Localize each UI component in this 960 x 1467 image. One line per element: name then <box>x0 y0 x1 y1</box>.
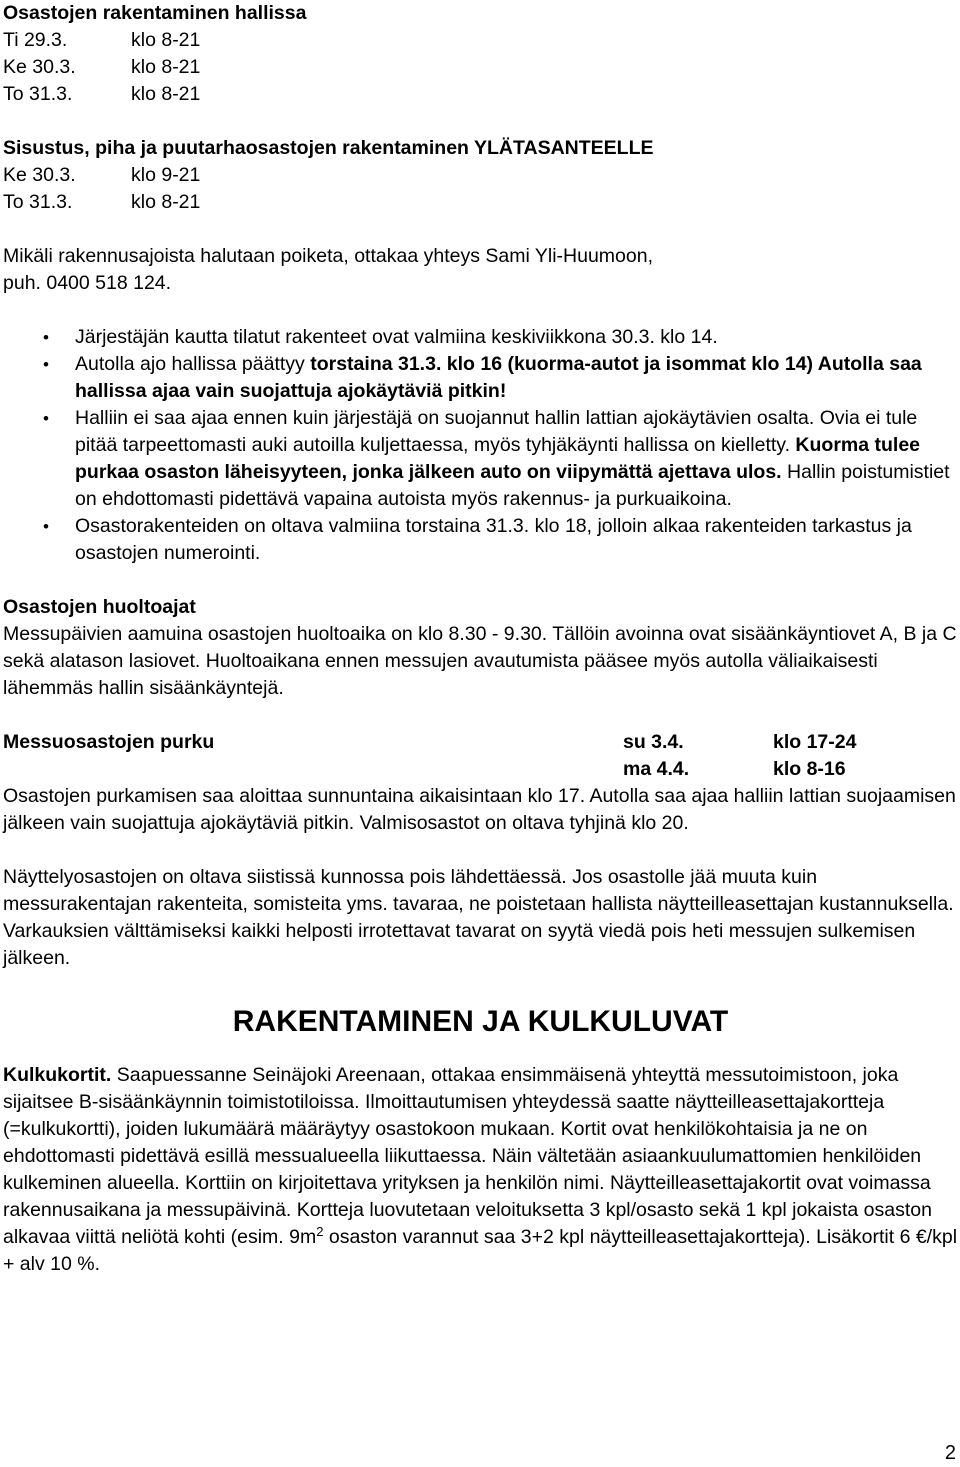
purku-row: su 3.4. klo 17-24 <box>623 731 857 753</box>
schedule-row: To 31.3. klo 8-21 <box>3 83 201 105</box>
schedule-row: Ke 30.3. klo 9-21 <box>3 164 201 186</box>
schedule-row: Ti 29.3. klo 8-21 <box>3 29 201 51</box>
purku-paragraph: Osastojen purkamisen saa aloittaa sunnuntaina aikaisintaan klo 17. Autolla saa ajaa halliin lattian suojaamisen jälkeen vain suojattuja ajokäytäviä pitkin. Valmisosastot on oltava tyhjinä klo 20. <box>3 785 956 834</box>
list-item: • Autolla ajo hallissa päättyy torstaina 31.3. klo 16 (kuorma-autot ja isommat klo 14) Autolla saa hallissa ajaa vain suojattuja ajokäytäviä pitkin! <box>3 351 958 405</box>
section-title-rakentaminen: Osastojen rakentaminen hallissa <box>3 2 307 24</box>
page-heading: RAKENTAMINEN JA KULKULUVAT <box>232 1005 729 1038</box>
contact-text: Mikäli rakennusajoista halutaan poiketa, ottakaa yhteys Sami Yli-Huumoon, <box>3 245 653 267</box>
purku-row: ma 4.4. klo 8-16 <box>623 758 846 780</box>
purku-header <box>3 729 958 783</box>
list-item: • Halliin ei saa ajaa ennen kuin järjestäjä on suojannut hallin lattian ajokäytävien osalta. Ovia ei tule pitää tarpeettomasti auki autoilla kuljettaessa, myös tyhjäkäynti hallissa on kielletty. Kuorma tulee purkaa osaston läheisyyteen, jonka jälkeen auto on viipymättä ajettava ulos. Hallin poistumistiet on ehdottomasti pidettävä vapaina autoista myös rakennus- ja purkuaikoina. <box>3 405 958 513</box>
cleanup-paragraph: Näyttelyosastojen on oltava siistissä kunnossa pois lähdettäessä. Jos osastolle jää muuta kuin messurakentajan rakenteita, somisteita yms. tavaraa, ne poistetaan hallista näytteilleasettajan kustannuksella. Varkauksien välttämiseksi kaikki helposti irrotettavat tavarat on syytä viedä pois heti messujen sulkemisen jälkeen. <box>3 866 954 969</box>
list-item: • Järjestäjän kautta tilatut rakenteet ovat valmiina keskiviikkona 30.3. klo 14. <box>3 324 958 351</box>
document-page <box>3 0 958 1278</box>
schedule-row: Ke 30.3. klo 8-21 <box>3 56 201 78</box>
contact-phone: puh. 0400 518 124. <box>3 272 172 294</box>
kulkukortit-paragraph: Kulkukortit. Saapuessanne Seinäjoki Areenaan, ottakaa ensimmäisenä yhteyttä messutoimistoon, joka sijaitsee B-sisäänkäynnin toimistotiloissa. Ilmoittautumisen yhteydessä saatte näytteilleasettajakortteja (=kulkukortti), joiden lukumäärä määräytyy osastokoon mukaan. Kortit ovat henkilökohtaisia ja ne on ehdottomasti pidettävä esillä messualueella liikuttaessa. Näin vältetään asiaankuulumattomien henkilöiden kulkeminen alueella. Korttiin on kirjoitettava yrityksen ja henkilön nimi. Näytteilleasettajakortit ovat voimassa rakennusaikana ja messupäivinä. Kortteja luovutetaan veloituksetta 3 kpl/osasto sekä 1 kpl jokaista osaston alkavaa viittä neliötä kohti (esim. $9m^2$ osaston varannut saa 3+2 kpl näytteilleasettajakortteja). Lisäkortit 6 €/kpl + alv 10 %. <box>3 1064 958 1275</box>
huolto-paragraph: Messupäivien aamuina osastojen huoltoaika on klo 8.30 - 9.30. Tällöin avoinna ovat sisäänkäyntiovet A, B ja C sekä alatason lasiovet. Huoltoaikana ennen messujen avautumista pääsee myös autolla väliaikaisesti lähemmäs hallin sisäänkäyntejä. <box>3 623 957 699</box>
section-title-purku: Messuosastojen purku <box>3 731 215 753</box>
section-title-ylatasanne: Sisustus, piha ja puutarhaosastojen rakentaminen YLÄTASANTEELLE <box>3 137 654 159</box>
schedule-row: To 31.3. klo 8-21 <box>3 191 201 213</box>
list-item: • Osastorakenteiden on oltava valmiina torstaina 31.3. klo 18, jolloin alkaa rakenteiden tarkastus ja osastojen numerointi. <box>3 513 958 567</box>
page-number: 2 <box>944 1442 956 1464</box>
rules-list <box>3 324 958 567</box>
section-title-huoltoajat: Osastojen huoltoajat <box>3 596 196 618</box>
schedule-list <box>3 162 958 216</box>
schedule-list <box>3 27 958 108</box>
